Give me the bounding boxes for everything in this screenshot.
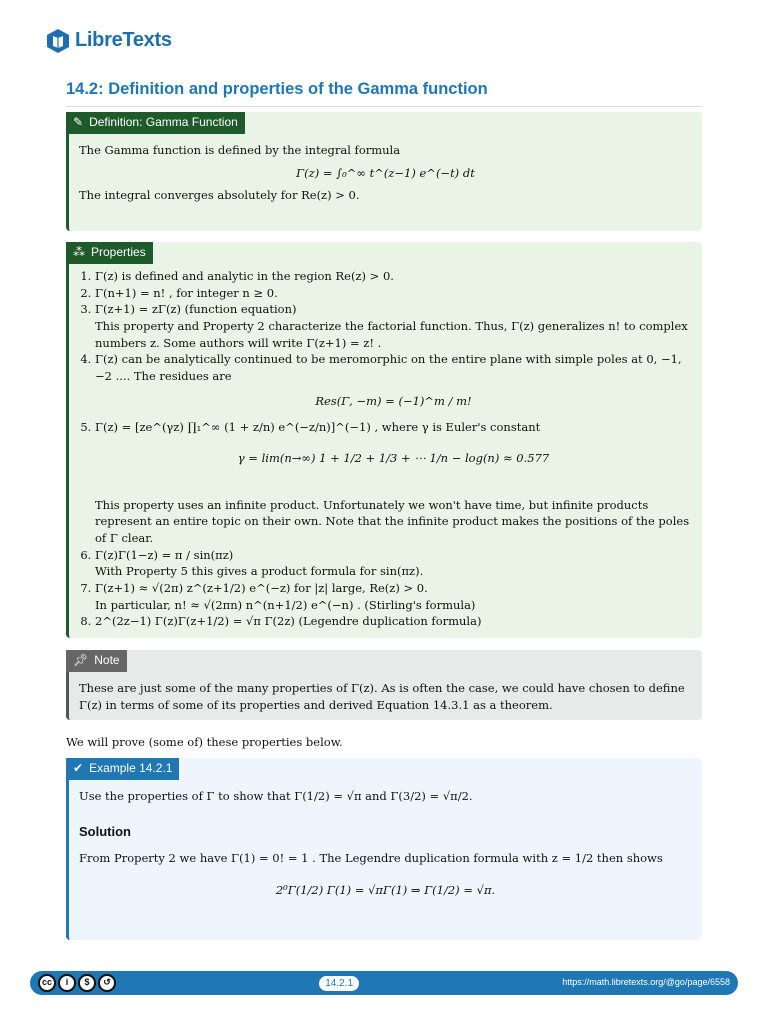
solution-formula: 2⁰Γ(1/2) Γ(1) = √πΓ(1) ⇒ Γ(1/2) = √π. [275, 883, 496, 898]
property-item-text: Γ(z) can be analytically continued to be meromorphic on the entire plane with simple poles at 0, −1, −2 .... The residues are [95, 352, 682, 384]
property-item-text: Γ(z)Γ(1−z) = π / sin(πz) [95, 547, 234, 562]
sa-icon: ↺ [98, 974, 116, 992]
euler-gamma-formula: γ = lim(n→∞) 1 + 1/2 + 1/3 + ⋯ 1/n − log(n) ≈ 0.577 [237, 451, 550, 466]
property-item-text: Γ(z+1) = zΓ(z) (function equation) [95, 302, 297, 317]
note-header [66, 650, 127, 672]
definition-box [66, 112, 702, 231]
pin-icon: 📌︎ [73, 653, 89, 668]
residue-formula: Res(Γ, −m) = (−1)^m / m! [315, 393, 472, 408]
property-note: This property and Property 2 characterize the factorial function. Thus, Γ(z) generalizes n! to complex numbers z. Some authors will write Γ(z+1) = z! . [95, 319, 688, 350]
example-header [66, 758, 179, 780]
properties-box [66, 242, 702, 638]
intro-paragraph: We will prove (some of) these properties below. [66, 735, 343, 749]
solution-heading: Solution [79, 823, 131, 839]
property-item-text: Γ(z+1) ≈ √(2π) z^(z+1/2) e^(−z) for |z| large, Re(z) > 0. [95, 581, 428, 596]
example-prompt: Use the properties of Γ to show that Γ(1/2) = √π and Γ(3/2) = √π/2. [79, 789, 473, 803]
property-item: 2. Γ(n+1) = n! , for integer n ≥ 0. [95, 285, 692, 302]
definition-header [66, 112, 245, 134]
property-item [95, 351, 692, 409]
properties-header [66, 242, 153, 264]
property-item: 1. Γ(z) is defined and analytic in the region Re(z) > 0. [95, 268, 692, 285]
property-note: With Property 5 this gives a product formula for sin(πz). [95, 564, 424, 579]
example-box [66, 758, 702, 940]
property-note: This property uses an infinite product. Unfortunately we won't have time, but infinite products represent an entire topic on their own. Note that the infinite product makes the positions of the poles of Γ clear. [95, 497, 690, 546]
page-footer [30, 971, 738, 995]
page-url-link[interactable]: https://math.libretexts.org/@go/page/6558 [562, 977, 730, 988]
property-item-text: Γ(z) = [ze^(γz) ∏₁^∞ (1 + z/n) e^(−z/n)]^(−1) , where γ is Euler's constant [95, 420, 541, 435]
property-item [95, 419, 692, 546]
libretexts-logo-icon [45, 28, 71, 54]
logo-text: LibreTexts [75, 29, 172, 51]
definition-label: Definition: Gamma Function [89, 115, 238, 130]
definition-formula: Γ(z) = ∫₀^∞ t^(z−1) e^(−t) dt [296, 165, 475, 180]
checkmark-icon: ✔ [73, 761, 84, 776]
nc-icon: $ [78, 974, 96, 992]
license-badge[interactable] [38, 974, 116, 992]
by-icon: i [58, 974, 76, 992]
example-label: Example 14.2.1 [89, 761, 173, 776]
properties-label: Properties [91, 245, 146, 260]
note-label: Note [94, 653, 120, 668]
page-number: 14.2.1 [319, 976, 359, 991]
properties-icon: ⁂ [73, 245, 85, 260]
note-box [66, 650, 702, 720]
pencil-icon: ✎ [73, 115, 84, 130]
property-note: In particular, n! ≈ √(2πn) n^(n+1/2) e^(−n) . (Stirling's formula) [95, 597, 476, 612]
note-text: These are just some of the many properties of Γ(z). As is often the case, we could have chosen to define Γ(z) in terms of some of its properties and derived Equation 14.3.1 as a theorem. [79, 681, 685, 712]
property-item [95, 301, 692, 351]
definition-converge: The integral converges absolutely for Re(z) > 0. [79, 188, 360, 203]
properties-list [79, 268, 692, 630]
cc-icon: cc [38, 974, 56, 992]
page-title: 14.2: Definition and properties of the Gamma function [66, 78, 702, 107]
libretexts-logo[interactable] [45, 26, 172, 55]
property-item [95, 580, 692, 613]
property-item [95, 547, 692, 580]
solution-text: From Property 2 we have Γ(1) = 0! = 1 . The Legendre duplication formula with z = 1/2 then shows [79, 850, 663, 865]
property-item: 8. 2^(2z−1) Γ(z)Γ(z+1/2) = √π Γ(2z) (Legendre duplication formula) [95, 613, 692, 630]
definition-intro: The Gamma function is defined by the integral formula [79, 143, 401, 157]
